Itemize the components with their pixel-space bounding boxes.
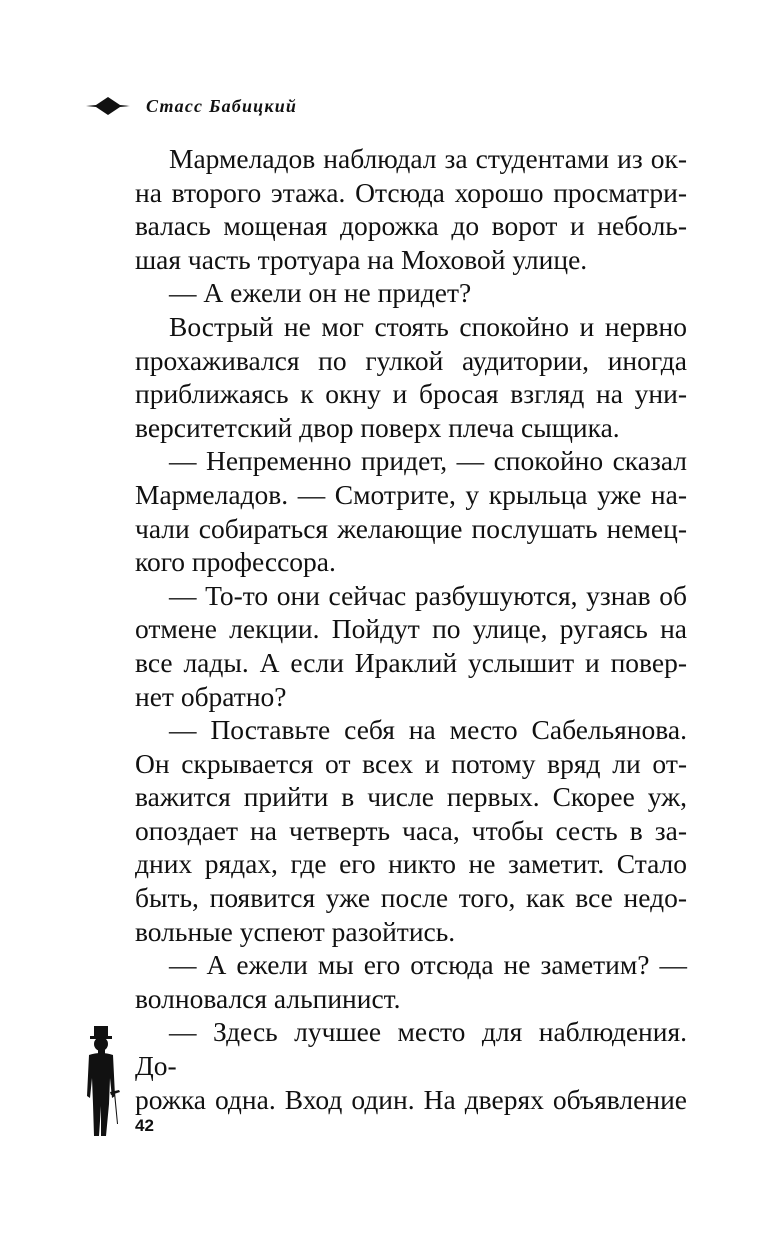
text-line: важится прийти в числе первых. Скорее уж, xyxy=(135,781,687,813)
text-line: — А ежели он не придет? xyxy=(169,277,472,309)
text-line: приближаясь к окну и бросая взгляд на уни- xyxy=(135,378,687,410)
text-line: дних рядах, где его никто не заметит. Стало xyxy=(135,848,687,880)
text-line: быть, появится уже после того, как все недо- xyxy=(135,882,687,914)
text-line: кого профессора. xyxy=(135,546,336,578)
text-line: верситетский двор поверх плеча сыщика. xyxy=(135,411,620,443)
running-header xyxy=(86,92,297,120)
text-line: Он скрывается от всех и потому вряд ли от- xyxy=(135,747,687,779)
text-line: — А ежели мы его отсюда не заметим? — xyxy=(169,949,687,981)
text-line: рожка одна. Вход один. На дверях объявление xyxy=(135,1083,687,1115)
text-line: вольные успеют разойтись. xyxy=(135,915,456,947)
diamond-ornament-icon xyxy=(86,96,130,116)
text-line: — Непременно придет, — спокойно сказал xyxy=(169,445,687,477)
text-line: нет обратно? xyxy=(135,680,287,712)
text-line: на второго этажа. Отсюда хорошо просматри- xyxy=(135,176,687,208)
text-line: валась мощеная дорожка до ворот и неболь- xyxy=(135,210,687,242)
text-line: прохаживался по гулкой аудитории, иногда xyxy=(135,344,687,376)
text-line: Вострый не мог стоять спокойно и нервно xyxy=(169,310,687,342)
text-line: опоздает на четверть часа, чтобы сесть в за- xyxy=(135,814,687,846)
text-line: все лады. А если Ираклий услышит и повер- xyxy=(135,646,687,678)
text-line: отмене лекции. Пойдут по улице, ругаясь на xyxy=(135,613,687,645)
text-line: шая часть тротуара на Моховой улице. xyxy=(135,243,588,275)
text-line: Мармеладов наблюдал за студентами из ок- xyxy=(169,143,687,174)
body-text xyxy=(135,142,687,1116)
gentleman-silhouette-icon xyxy=(82,1026,122,1138)
text-line: волновался альпинист. xyxy=(135,982,401,1014)
text-line: чали собираться желающие послушать немец- xyxy=(135,512,687,544)
author-name: Стасс Бабицкий xyxy=(146,95,298,116)
text-line: — Здесь лучшее место для наблюдения. До- xyxy=(135,1016,687,1082)
text-line: — То-то они сейчас разбушуются, узнав об xyxy=(169,579,687,611)
text-line: — Поставьте себя на место Сабельянова. xyxy=(169,714,687,746)
text-line: Мармеладов. — Смотрите, у крыльца уже на- xyxy=(135,478,687,510)
page-number: 42 xyxy=(135,1116,154,1135)
